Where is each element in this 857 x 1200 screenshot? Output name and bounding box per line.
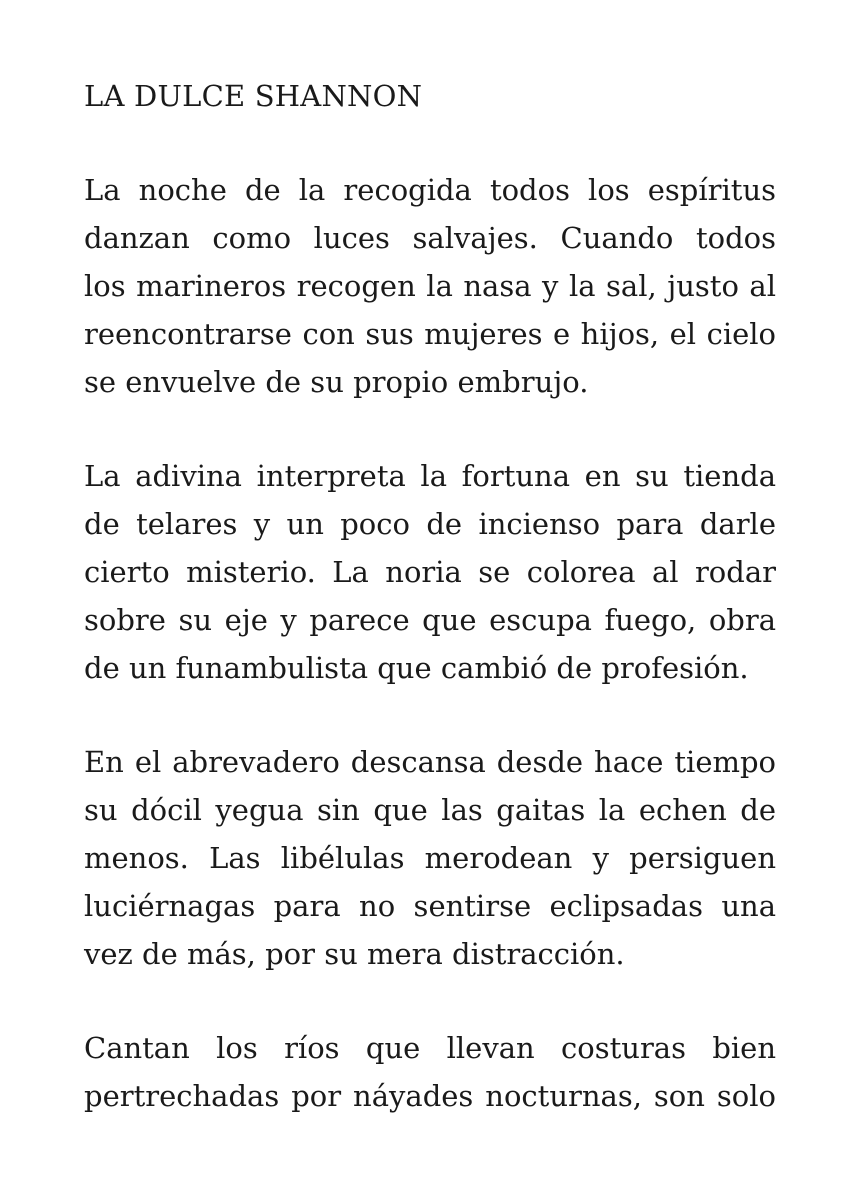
- paragraph-line: En el abrevadero descansa desde hace tiempo: [84, 745, 776, 779]
- document-page: [84, 72, 776, 1166]
- paragraph-line: La noche de la recogida todos los espíritus: [84, 173, 776, 207]
- paragraph-line: su dócil yegua sin que las gaitas la echen de: [84, 793, 776, 827]
- paragraph-4: [84, 1024, 776, 1120]
- paragraph-2: [84, 452, 776, 692]
- paragraph-line: cierto misterio. La noria se colorea al rodar: [84, 555, 776, 589]
- paragraph-line: danzan como luces salvajes. Cuando todos: [84, 221, 776, 255]
- paragraph-line: de telares y un poco de incienso para darle: [84, 507, 776, 541]
- paragraph-line: se envuelve de su propio embrujo.: [84, 365, 589, 399]
- document-title: LA DULCE SHANNON: [84, 79, 423, 113]
- paragraph-line: menos. Las libélulas merodean y persiguen: [84, 841, 776, 875]
- paragraph-line: La adivina interpreta la fortuna en su tienda: [84, 459, 776, 493]
- paragraph-line: sobre su eje y parece que escupa fuego, obra: [84, 603, 776, 637]
- paragraph-line: luciérnagas para no sentirse eclipsadas una: [84, 889, 776, 923]
- paragraph-line: los marineros recogen la nasa y la sal, justo al: [84, 269, 776, 303]
- paragraph-1: [84, 166, 776, 406]
- paragraph-line: de un funambulista que cambió de profesión.: [84, 651, 749, 685]
- paragraph-3: [84, 738, 776, 978]
- paragraph-line: pertrechadas por náyades nocturnas, son solo: [84, 1079, 776, 1113]
- paragraph-line: Cantan los ríos que llevan costuras bien: [84, 1031, 776, 1065]
- paragraph-line: reencontrarse con sus mujeres e hijos, el cielo: [84, 317, 776, 351]
- paragraph-line: vez de más, por su mera distracción.: [84, 937, 625, 971]
